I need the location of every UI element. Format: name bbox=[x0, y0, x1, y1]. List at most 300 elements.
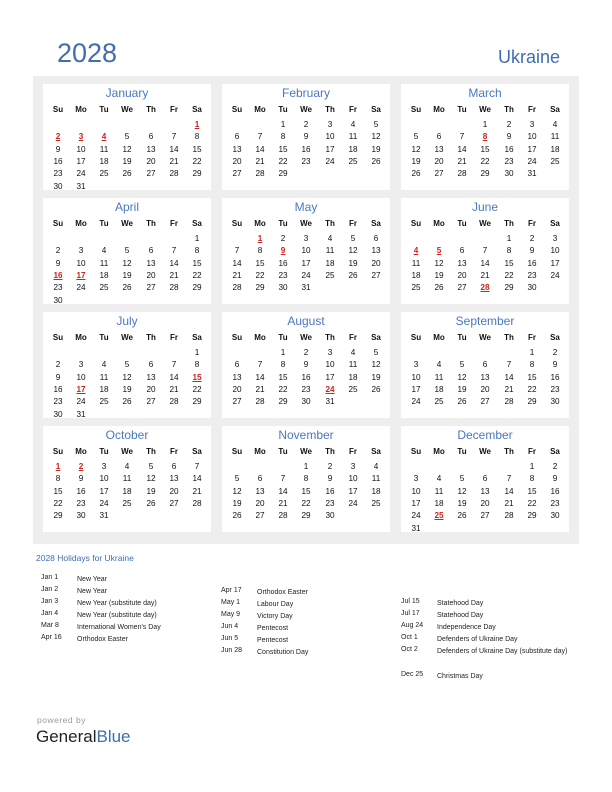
day-cell: 4 bbox=[101, 360, 107, 370]
day-cell: 28 bbox=[255, 397, 265, 407]
day-cell: 9 bbox=[552, 360, 558, 370]
month-september bbox=[401, 312, 569, 418]
holiday-day: 4 bbox=[413, 246, 419, 256]
day-cell: 27 bbox=[232, 169, 242, 179]
day-cell: 28 bbox=[278, 511, 288, 521]
weekday-label: Tu bbox=[99, 105, 109, 114]
weekday-label: Su bbox=[231, 333, 243, 342]
day-cell: 14 bbox=[169, 372, 179, 382]
weekday-label: Sa bbox=[550, 105, 560, 114]
holiday-name: Constitution Day bbox=[257, 649, 309, 656]
weekday-label: Mo bbox=[254, 219, 266, 228]
holiday-date: Jan 3 bbox=[41, 598, 59, 605]
day-cell: 20 bbox=[480, 384, 490, 394]
day-cell: 7 bbox=[257, 132, 263, 142]
weekday-label: Tu bbox=[278, 447, 288, 456]
day-cell: 30 bbox=[53, 295, 63, 305]
month-october bbox=[43, 426, 211, 532]
holiday-day: 17 bbox=[76, 270, 86, 280]
holiday-name: New Year (substitute day) bbox=[77, 612, 157, 619]
day-cell: 23 bbox=[527, 270, 537, 280]
day-cell: 29 bbox=[192, 169, 202, 179]
holiday-name: Defenders of Ukraine Day (substitute day) bbox=[437, 648, 568, 655]
weekday-label: Sa bbox=[371, 219, 381, 228]
day-cell: 7 bbox=[171, 360, 177, 370]
day-cell: 26 bbox=[457, 397, 467, 407]
day-cell: 23 bbox=[53, 283, 63, 293]
holiday-name: Statehood Day bbox=[437, 612, 484, 619]
day-cell: 16 bbox=[301, 372, 311, 382]
day-cell: 24 bbox=[325, 156, 335, 166]
day-cell: 16 bbox=[301, 144, 311, 154]
year-title: 2028 bbox=[57, 38, 118, 68]
month-name: October bbox=[105, 428, 149, 442]
day-cell: 21 bbox=[480, 270, 490, 280]
day-cell: 22 bbox=[301, 498, 311, 508]
day-cell: 15 bbox=[53, 486, 63, 496]
day-cell: 27 bbox=[480, 397, 490, 407]
month-december bbox=[401, 426, 569, 532]
day-cell: 22 bbox=[527, 498, 537, 508]
weekday-label: Th bbox=[504, 219, 514, 228]
day-cell: 4 bbox=[350, 120, 356, 129]
day-cell: 12 bbox=[348, 246, 358, 256]
weekday-label: We bbox=[479, 219, 491, 228]
holiday-name: Labour Day bbox=[257, 601, 294, 608]
day-cell: 30 bbox=[325, 511, 335, 521]
holiday-day: 5 bbox=[436, 246, 442, 256]
day-cell: 21 bbox=[278, 498, 288, 508]
holiday-date: Apr 16 bbox=[41, 634, 62, 641]
day-cell: 6 bbox=[171, 462, 177, 471]
day-cell: 1 bbox=[194, 348, 200, 357]
holiday-name: New Year (substitute day) bbox=[77, 600, 157, 607]
day-cell: 6 bbox=[436, 132, 442, 142]
day-cell: 27 bbox=[146, 169, 156, 179]
day-cell: 17 bbox=[301, 258, 311, 268]
holiday-date: Jan 4 bbox=[41, 610, 59, 617]
day-cell: 7 bbox=[482, 246, 488, 256]
day-cell: 8 bbox=[257, 246, 263, 256]
holiday-date: May 1 bbox=[221, 599, 241, 606]
day-cell: 12 bbox=[371, 360, 381, 370]
day-cell: 14 bbox=[278, 486, 288, 496]
day-cell: 20 bbox=[169, 486, 179, 496]
day-cell: 11 bbox=[411, 258, 421, 268]
day-cell: 19 bbox=[457, 384, 467, 394]
holiday-day: 25 bbox=[434, 511, 444, 521]
day-cell: 27 bbox=[169, 498, 179, 508]
day-cell: 27 bbox=[480, 511, 490, 521]
weekday-label: Tu bbox=[457, 447, 467, 456]
day-cell: 10 bbox=[99, 474, 109, 484]
day-cell: 24 bbox=[348, 498, 358, 508]
day-cell: 18 bbox=[325, 258, 335, 268]
day-cell: 2 bbox=[280, 234, 286, 243]
day-cell: 4 bbox=[101, 246, 107, 256]
day-cell: 19 bbox=[348, 258, 358, 268]
day-cell: 21 bbox=[255, 156, 265, 166]
day-cell: 6 bbox=[373, 234, 379, 243]
month-march bbox=[401, 84, 569, 190]
day-cell: 18 bbox=[434, 384, 444, 394]
day-cell: 8 bbox=[529, 474, 535, 484]
day-cell: 1 bbox=[280, 120, 286, 129]
day-cell: 13 bbox=[146, 258, 156, 268]
day-cell: 25 bbox=[122, 498, 132, 508]
day-cell: 15 bbox=[255, 258, 265, 268]
day-cell: 29 bbox=[278, 397, 288, 407]
day-cell: 26 bbox=[146, 498, 156, 508]
day-cell: 17 bbox=[76, 156, 86, 166]
day-cell: 8 bbox=[506, 246, 512, 256]
day-cell: 18 bbox=[550, 144, 560, 154]
holiday-day: 15 bbox=[192, 372, 202, 382]
holiday-day: 2 bbox=[78, 462, 84, 471]
day-cell: 21 bbox=[169, 384, 179, 394]
day-cell: 7 bbox=[257, 360, 263, 370]
weekday-label: Tu bbox=[457, 219, 467, 228]
day-cell: 15 bbox=[527, 372, 537, 382]
day-cell: 19 bbox=[371, 372, 381, 382]
day-cell: 26 bbox=[232, 511, 242, 521]
holiday-date: Oct 2 bbox=[401, 646, 418, 653]
day-cell: 4 bbox=[327, 234, 333, 243]
weekday-label: Fr bbox=[170, 105, 178, 114]
day-cell: 13 bbox=[169, 474, 179, 484]
day-cell: 14 bbox=[457, 144, 467, 154]
day-cell: 10 bbox=[325, 132, 335, 142]
day-cell: 19 bbox=[122, 156, 132, 166]
day-cell: 15 bbox=[301, 486, 311, 496]
day-cell: 3 bbox=[78, 246, 84, 256]
day-cell: 27 bbox=[146, 397, 156, 407]
day-cell: 11 bbox=[348, 360, 358, 370]
weekday-label: We bbox=[479, 105, 491, 114]
holiday-name: International Women's Day bbox=[77, 624, 161, 631]
weekday-label: Mo bbox=[433, 333, 445, 342]
day-cell: 29 bbox=[527, 397, 537, 407]
day-cell: 21 bbox=[192, 486, 202, 496]
weekday-label: Th bbox=[325, 333, 335, 342]
day-cell: 29 bbox=[192, 397, 202, 407]
day-cell: 14 bbox=[169, 144, 179, 154]
day-cell: 3 bbox=[303, 234, 309, 243]
day-cell: 10 bbox=[76, 144, 86, 154]
day-cell: 24 bbox=[527, 156, 537, 166]
day-cell: 19 bbox=[457, 498, 467, 508]
day-cell: 7 bbox=[459, 132, 465, 142]
day-cell: 23 bbox=[76, 498, 86, 508]
day-cell: 31 bbox=[411, 523, 421, 533]
day-cell: 18 bbox=[348, 144, 358, 154]
weekday-label: Sa bbox=[192, 333, 202, 342]
day-cell: 22 bbox=[192, 156, 202, 166]
weekday-label: Th bbox=[146, 333, 156, 342]
day-cell: 14 bbox=[480, 258, 490, 268]
day-cell: 20 bbox=[232, 384, 242, 394]
day-cell: 24 bbox=[76, 283, 86, 293]
weekday-label: We bbox=[121, 447, 133, 456]
day-cell: 17 bbox=[325, 372, 335, 382]
holiday-day: 17 bbox=[76, 384, 86, 394]
day-cell: 2 bbox=[303, 120, 309, 129]
day-cell: 2 bbox=[55, 360, 61, 370]
day-cell: 3 bbox=[327, 120, 333, 129]
day-cell: 28 bbox=[192, 498, 202, 508]
day-cell: 1 bbox=[280, 348, 286, 357]
holiday-date: Oct 1 bbox=[401, 634, 418, 641]
day-cell: 15 bbox=[192, 144, 202, 154]
weekday-label: Su bbox=[410, 105, 422, 114]
country-title: Ukraine bbox=[497, 47, 560, 67]
weekday-label: Mo bbox=[75, 219, 87, 228]
day-cell: 5 bbox=[413, 132, 419, 142]
day-cell: 27 bbox=[146, 283, 156, 293]
holiday-day: 2 bbox=[55, 132, 61, 142]
day-cell: 22 bbox=[527, 384, 537, 394]
day-cell: 8 bbox=[280, 360, 286, 370]
day-cell: 20 bbox=[146, 384, 156, 394]
day-cell: 18 bbox=[99, 156, 109, 166]
holiday-day: 4 bbox=[101, 132, 107, 142]
day-cell: 20 bbox=[434, 156, 444, 166]
weekday-label: Sa bbox=[550, 447, 560, 456]
day-cell: 29 bbox=[480, 169, 490, 179]
day-cell: 4 bbox=[436, 360, 442, 370]
holiday-day: 9 bbox=[280, 246, 286, 256]
day-cell: 16 bbox=[325, 486, 335, 496]
month-name: September bbox=[455, 314, 515, 328]
day-cell: 3 bbox=[350, 462, 356, 471]
day-cell: 10 bbox=[301, 246, 311, 256]
day-cell: 9 bbox=[327, 474, 333, 484]
month-name: August bbox=[287, 314, 325, 328]
day-cell: 15 bbox=[504, 258, 514, 268]
day-cell: 3 bbox=[413, 360, 419, 370]
day-cell: 29 bbox=[504, 283, 514, 293]
day-cell: 26 bbox=[371, 384, 381, 394]
weekday-label: Tu bbox=[99, 447, 109, 456]
holiday-name: Defenders of Ukraine Day bbox=[437, 636, 518, 643]
day-cell: 6 bbox=[148, 246, 154, 256]
day-cell: 23 bbox=[301, 384, 311, 394]
day-cell: 14 bbox=[232, 258, 242, 268]
day-cell: 20 bbox=[146, 270, 156, 280]
day-cell: 16 bbox=[53, 384, 63, 394]
weekday-label: Tu bbox=[278, 219, 288, 228]
day-cell: 31 bbox=[527, 169, 537, 179]
holidays-title: 2028 Holidays for Ukraine bbox=[36, 553, 134, 563]
day-cell: 5 bbox=[350, 234, 356, 243]
day-cell: 4 bbox=[373, 462, 379, 471]
month-may bbox=[222, 198, 390, 304]
month-name: June bbox=[471, 200, 499, 214]
day-cell: 2 bbox=[303, 348, 309, 357]
day-cell: 8 bbox=[194, 132, 200, 142]
day-cell: 6 bbox=[148, 132, 154, 142]
weekday-label: Fr bbox=[349, 219, 357, 228]
holiday-date: Jan 2 bbox=[41, 586, 59, 593]
weekday-label: Th bbox=[504, 333, 514, 342]
day-cell: 3 bbox=[529, 120, 535, 129]
holiday-date: May 9 bbox=[221, 611, 241, 618]
day-cell: 12 bbox=[411, 144, 421, 154]
day-cell: 13 bbox=[480, 372, 490, 382]
holiday-date: Jul 17 bbox=[401, 610, 420, 617]
day-cell: 26 bbox=[434, 283, 444, 293]
day-cell: 12 bbox=[371, 132, 381, 142]
day-cell: 20 bbox=[457, 270, 467, 280]
day-cell: 31 bbox=[325, 397, 335, 407]
day-cell: 30 bbox=[53, 181, 63, 191]
weekday-label: Th bbox=[146, 447, 156, 456]
weekday-label: Fr bbox=[528, 447, 536, 456]
day-cell: 9 bbox=[55, 144, 61, 154]
holiday-name: Victory Day bbox=[257, 613, 293, 620]
day-cell: 21 bbox=[169, 270, 179, 280]
weekday-label: We bbox=[479, 333, 491, 342]
day-cell: 21 bbox=[232, 270, 242, 280]
day-cell: 20 bbox=[232, 156, 242, 166]
day-cell: 27 bbox=[457, 283, 467, 293]
weekday-label: Tu bbox=[99, 219, 109, 228]
day-cell: 14 bbox=[255, 144, 265, 154]
holiday-name: Statehood Day bbox=[437, 600, 484, 607]
day-cell: 10 bbox=[411, 372, 421, 382]
month-april bbox=[43, 198, 211, 304]
day-cell: 9 bbox=[552, 474, 558, 484]
weekday-label: Tu bbox=[278, 105, 288, 114]
day-cell: 11 bbox=[122, 474, 132, 484]
day-cell: 16 bbox=[504, 144, 514, 154]
day-cell: 4 bbox=[350, 348, 356, 357]
weekday-label: We bbox=[300, 447, 312, 456]
day-cell: 29 bbox=[53, 511, 63, 521]
day-cell: 18 bbox=[371, 486, 381, 496]
day-cell: 26 bbox=[411, 169, 421, 179]
day-cell: 26 bbox=[122, 283, 132, 293]
weekday-label: Su bbox=[231, 447, 243, 456]
day-cell: 22 bbox=[504, 270, 514, 280]
weekday-label: Th bbox=[325, 447, 335, 456]
weekday-label: Mo bbox=[254, 333, 266, 342]
day-cell: 9 bbox=[78, 474, 84, 484]
holiday-day: 24 bbox=[325, 384, 335, 394]
day-cell: 15 bbox=[278, 372, 288, 382]
day-cell: 26 bbox=[457, 511, 467, 521]
day-cell: 14 bbox=[169, 258, 179, 268]
weekday-label: Sa bbox=[371, 333, 381, 342]
day-cell: 2 bbox=[327, 462, 333, 471]
holiday-day: 8 bbox=[482, 132, 488, 142]
weekday-label: We bbox=[300, 333, 312, 342]
day-cell: 24 bbox=[99, 498, 109, 508]
day-cell: 12 bbox=[122, 144, 132, 154]
day-cell: 26 bbox=[371, 156, 381, 166]
day-cell: 6 bbox=[459, 246, 465, 256]
day-cell: 22 bbox=[192, 270, 202, 280]
day-cell: 23 bbox=[550, 498, 560, 508]
month-name: May bbox=[294, 200, 318, 214]
holiday-name: Pentecost bbox=[257, 637, 289, 644]
day-cell: 27 bbox=[255, 511, 265, 521]
day-cell: 30 bbox=[53, 409, 63, 419]
holiday-date: Jul 15 bbox=[401, 598, 420, 605]
day-cell: 17 bbox=[411, 498, 421, 508]
day-cell: 9 bbox=[506, 132, 512, 142]
day-cell: 16 bbox=[76, 486, 86, 496]
weekday-label: We bbox=[300, 219, 312, 228]
day-cell: 11 bbox=[99, 144, 109, 154]
day-cell: 4 bbox=[436, 474, 442, 484]
day-cell: 23 bbox=[53, 397, 63, 407]
day-cell: 29 bbox=[301, 511, 311, 521]
day-cell: 5 bbox=[373, 348, 379, 357]
weekday-label: Sa bbox=[371, 447, 381, 456]
day-cell: 8 bbox=[194, 360, 200, 370]
weekday-label: Fr bbox=[349, 333, 357, 342]
day-cell: 25 bbox=[325, 270, 335, 280]
day-cell: 19 bbox=[146, 486, 156, 496]
weekday-label: Su bbox=[52, 447, 64, 456]
weekday-label: Mo bbox=[75, 105, 87, 114]
weekday-label: Su bbox=[410, 447, 422, 456]
day-cell: 4 bbox=[124, 462, 130, 471]
month-february bbox=[222, 84, 390, 190]
day-cell: 28 bbox=[504, 397, 514, 407]
day-cell: 6 bbox=[257, 474, 263, 484]
day-cell: 10 bbox=[76, 372, 86, 382]
day-cell: 23 bbox=[301, 156, 311, 166]
day-cell: 2 bbox=[55, 246, 61, 256]
day-cell: 23 bbox=[53, 169, 63, 179]
day-cell: 27 bbox=[232, 397, 242, 407]
day-cell: 25 bbox=[99, 169, 109, 179]
day-cell: 23 bbox=[325, 498, 335, 508]
holiday-name: Orthodox Easter bbox=[77, 636, 128, 643]
weekday-label: Mo bbox=[75, 447, 87, 456]
day-cell: 1 bbox=[194, 234, 200, 243]
holiday-day: 28 bbox=[480, 283, 490, 293]
weekday-label: Th bbox=[325, 105, 335, 114]
powered-by-text: powered by bbox=[37, 715, 86, 725]
weekday-label: We bbox=[479, 447, 491, 456]
day-cell: 25 bbox=[99, 397, 109, 407]
day-cell: 6 bbox=[148, 360, 154, 370]
day-cell: 7 bbox=[506, 360, 512, 370]
day-cell: 26 bbox=[122, 169, 132, 179]
day-cell: 21 bbox=[504, 384, 514, 394]
day-cell: 20 bbox=[255, 498, 265, 508]
weekday-label: Fr bbox=[170, 333, 178, 342]
day-cell: 25 bbox=[434, 397, 444, 407]
day-cell: 11 bbox=[434, 372, 444, 382]
day-cell: 19 bbox=[122, 384, 132, 394]
day-cell: 5 bbox=[373, 120, 379, 129]
day-cell: 9 bbox=[529, 246, 535, 256]
day-cell: 25 bbox=[99, 283, 109, 293]
day-cell: 13 bbox=[480, 486, 490, 496]
day-cell: 2 bbox=[506, 120, 512, 129]
weekday-label: Su bbox=[231, 105, 243, 114]
weekday-label: Mo bbox=[75, 333, 87, 342]
day-cell: 28 bbox=[255, 169, 265, 179]
weekday-label: Su bbox=[52, 219, 64, 228]
holiday-day: 16 bbox=[53, 270, 63, 280]
day-cell: 18 bbox=[411, 270, 421, 280]
day-cell: 18 bbox=[99, 270, 109, 280]
